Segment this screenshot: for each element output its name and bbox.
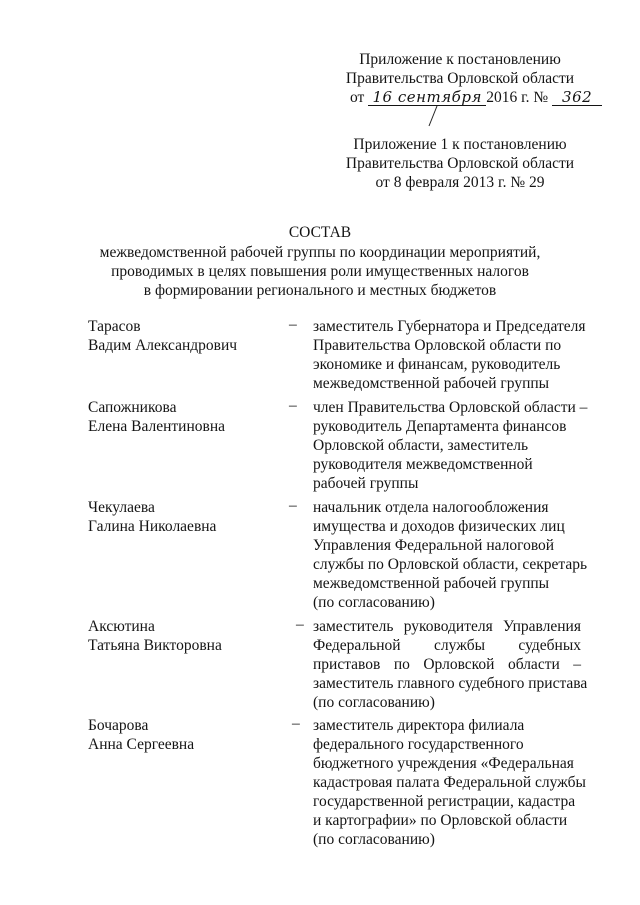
member-role-line: и картографии» по Орловской области <box>313 812 568 829</box>
title-line2: проводимых в целях повышения роли имущественных налогов <box>111 263 529 280</box>
member-given-name: Вадим Александрович <box>88 337 238 354</box>
header-new-line2: Правительства Орловской области <box>345 70 575 87</box>
header-old-line1: Приложение 1 к постановлению <box>353 136 567 153</box>
handwritten-date: 16 сентября <box>368 89 486 106</box>
member-dash: – <box>289 397 297 414</box>
member-role-line: Орловской области, заместитель <box>313 437 529 454</box>
member-role-line: член Правительства Орловской области – <box>313 399 588 416</box>
member-dash: – <box>296 616 304 633</box>
title-line3: в формировании регионального и местных бюджетов <box>143 282 497 299</box>
member-role-line: бюджетного учреждения «Федеральная <box>313 755 574 772</box>
header-old-line3: от 8 февраля 2013 г. № 29 <box>375 174 545 191</box>
member-dash: – <box>292 715 300 732</box>
member-dash: – <box>289 497 297 514</box>
member-role-line: службы по Орловской области, секретарь <box>313 556 588 573</box>
title-heading: СОСТАВ <box>288 224 352 241</box>
member-role-line: Управления Федеральной налоговой <box>313 537 555 554</box>
member-role-line: приставов по Орловской области – <box>313 656 581 673</box>
member-role-line: начальник отдела налогообложения <box>313 499 549 516</box>
header-old-line2: Правительства Орловской области <box>345 155 575 172</box>
member-role-line: рабочей группы <box>313 475 419 492</box>
date-prefix: от <box>350 89 365 106</box>
header-new-date-line <box>350 89 610 107</box>
member-dash: – <box>289 316 297 333</box>
title-line1: межведомственной рабочей группы по координации мероприятий, <box>99 244 541 261</box>
member-given-name: Елена Валентиновна <box>88 418 226 435</box>
member-role-line: межведомственной рабочей группы <box>313 575 550 592</box>
member-given-name: Татьяна Викторовна <box>88 637 222 654</box>
member-role-line: (по согласованию) <box>313 831 435 848</box>
pen-stroke-mark <box>425 104 441 128</box>
member-role-line: федерального государственного <box>313 736 524 753</box>
member-role-line: заместитель Губернатора и Председателя <box>313 318 586 335</box>
member-surname: Аксютина <box>88 618 155 635</box>
header-new-line1: Приложение к постановлению <box>359 51 561 68</box>
member-surname: Тарасов <box>88 318 141 335</box>
member-role-line: (по согласованию) <box>313 694 435 711</box>
date-year: 2016 г. № <box>486 89 549 106</box>
member-role-line: заместитель главного судебного пристава <box>313 675 588 692</box>
member-role-line: государственной регистрации, кадастра <box>313 793 576 810</box>
member-given-name: Галина Николаевна <box>88 518 217 535</box>
member-role-line: Правительства Орловской области по <box>313 337 562 354</box>
member-surname: Чекулаева <box>88 499 155 516</box>
member-given-name: Анна Сергеевна <box>88 736 195 753</box>
member-surname: Сапожникова <box>88 399 177 416</box>
member-role-line: руководителя межведомственной <box>313 456 533 473</box>
member-role-line: заместитель руководителя Управления <box>313 618 581 635</box>
member-surname: Бочарова <box>88 717 149 734</box>
member-role-line: руководитель Департамента финансов <box>313 418 567 435</box>
member-role-line: кадастровая палата Федеральной службы <box>313 774 586 791</box>
member-role-line: экономике и финансам, руководитель <box>313 356 561 373</box>
member-role-line: имущества и доходов физических лиц <box>313 518 565 535</box>
member-role-line: межведомственной рабочей группы <box>313 375 550 392</box>
member-role-line: (по согласованию) <box>313 594 435 611</box>
member-role-line: заместитель директора филиала <box>313 717 525 734</box>
member-role-line: Федеральной службы судебных <box>313 637 581 654</box>
handwritten-number: 362 <box>552 89 602 106</box>
